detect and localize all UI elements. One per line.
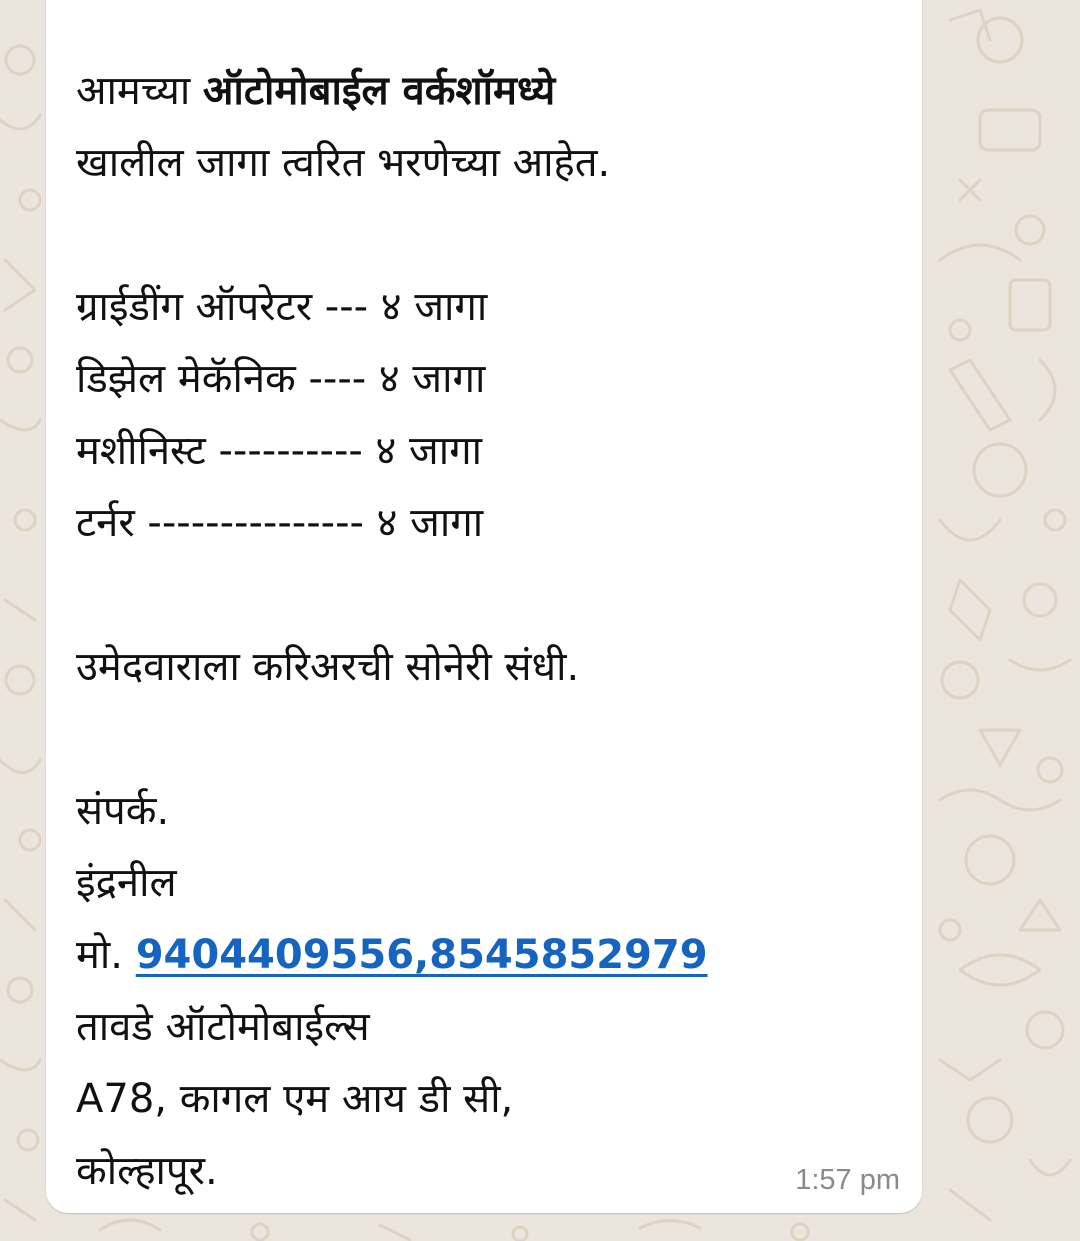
message-line-vacancies-intro: खालील जागा त्वरित भरणेच्या आहेत.	[76, 140, 611, 186]
vacancy-machinist: मशीनिस्ट ---------- ४ जागा	[76, 428, 482, 474]
mobile-prefix: मो.	[76, 932, 136, 978]
phone-link-2[interactable]: 8545852979	[429, 932, 708, 978]
phone-separator: ,	[414, 932, 430, 978]
intro-prefix: आमच्या	[76, 68, 203, 114]
message-text	[76, 55, 906, 1207]
vacancy-diesel-mechanic: डिझेल मेकॅनिक ---- ४ जागा	[76, 356, 486, 402]
message-timestamp: 1:57 pm	[795, 1164, 900, 1196]
message-line-intro	[76, 55, 906, 127]
opportunity-line: उमेदवाराला करिअरची सोनेरी संधी.	[76, 644, 580, 690]
address-line-2: कोल्हापूर.	[76, 1148, 218, 1194]
address-line-1: A78, कागल एम आय डी सी,	[76, 1076, 514, 1122]
contact-heading: संपर्क.	[76, 788, 170, 834]
workshop-name: ऑटोमोबाईल वर्कशॉमध्ये	[202, 68, 556, 114]
contact-name: इंद्रनील	[76, 860, 177, 906]
blank-line	[76, 703, 906, 775]
company-name: तावडे ऑटोमोबाईल्स	[76, 1004, 370, 1050]
blank-line	[76, 199, 906, 271]
vacancy-turner: टर्नर --------------- ४ जागा	[76, 500, 484, 546]
phone-link-1[interactable]: 9404409556	[135, 932, 415, 978]
blank-line	[76, 559, 906, 631]
mobile-line	[76, 919, 906, 991]
vacancy-grinding-operator: ग्राईडींग ऑपरेटर --- ४ जागा	[76, 284, 488, 330]
